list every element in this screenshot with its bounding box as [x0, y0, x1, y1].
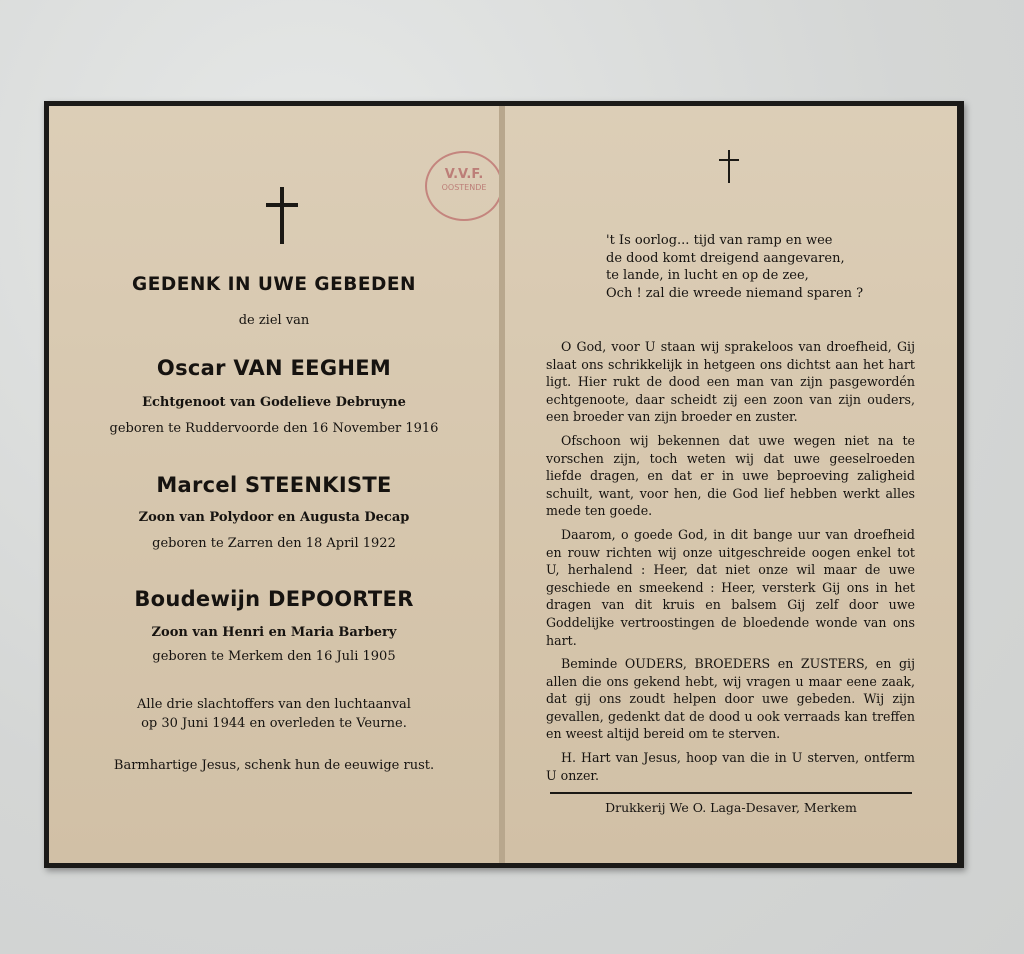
printer-credit: Drukkerij We O. Laga-Desaver, Merkem [605, 800, 857, 815]
cross-icon [719, 150, 739, 183]
person-relation: Zoon van Polydoor en Augusta Decap [138, 510, 410, 525]
victims-line: Alle drie slachtoffers van den luchtaanval [137, 697, 411, 712]
person-name: Boudewijn DEPOORTER [134, 587, 414, 611]
memorial-card [44, 101, 964, 868]
person-relation: Zoon van Henri en Maria Barbery [151, 625, 397, 640]
poem-line: de dood komt dreigend aangevaren, [606, 250, 845, 266]
prayer-text [546, 338, 915, 790]
divider [550, 792, 912, 794]
heading: GEDENK IN UWE GEBEDEN [132, 274, 416, 295]
person-relation: Echtgenoot van Godelieve Debruyne [142, 395, 406, 410]
paragraph: Ofschoon wij bekennen dat uwe wegen niet na te vorschen zijn, toch weten wij dat uwe geeselroeden liefde dragen, en dat er in uwe beproeving zaligheid schuilt, want, voor hen, die God lief hebben werkt alles mede ten goede. [546, 432, 915, 519]
poem [606, 232, 863, 302]
paragraph: Beminde OUDERS, BROEDERS en ZUSTERS, en gij allen die ons gekend hebt, wij vragen u maar eene zaak, dat gij ons zoudt helpen door uwe gebeden. Wij zijn gevallen, gedenkt dat de dood u ook verraads kan treffen en weest altijd bereid om te sterven. [546, 656, 915, 742]
victims-line: op 30 Juni 1944 en overleden te Veurne. [141, 716, 407, 731]
paragraph: H. Hart van Jesus, hoop van die in U sterven, ontferm U onzer. [546, 750, 915, 783]
person-birth: geboren te Merkem den 16 Juli 1905 [152, 649, 396, 664]
poem-line: te lande, in lucht en op de zee, [606, 268, 809, 283]
poem-line: Och ! zal die wreede niemand sparen ? [606, 285, 864, 301]
person-name: Oscar VAN EEGHEM [156, 356, 392, 380]
paragraph: O God, voor U staan wij sprakeloos van droefheid, Gij slaat ons schrikkelijk in hetgeen ons dichtst aan het hart ligt. Hier rukt de dood een man van zijn pasgewordén echtgenoote, daar scheidt zij een zoon van zijn ouders, een broeder van zijn broeder en zuster. [546, 339, 915, 425]
stamp-icon: V.V.F. OOSTENDE [425, 151, 503, 221]
closing-prayer: Barmhartige Jesus, schenk hun de eeuwige rust. [113, 758, 435, 773]
paragraph: Daarom, o goede God, in dit bange uur van droefheid en rouw richten wij onze uitgeschreide oogen enkel tot U, herhalend : Heer, dat niet onze wil maar de uwe geschiede en smeekend : Heer, versterk Gij ons in het dragen van dit kruis en balsem Gij zelf door uwe Goddelijke vertroostingen de bloedende wonde van ons hart. [546, 526, 915, 648]
person-birth: geboren te Ruddervoorde den 16 November 1916 [109, 421, 439, 436]
cross-icon [266, 187, 298, 244]
person-name: Marcel STEENKISTE [156, 473, 392, 497]
left-panel [49, 106, 499, 863]
poem-line: 't Is oorlog... tijd van ramp en wee [606, 233, 833, 248]
right-panel [505, 106, 957, 863]
person-birth: geboren te Zarren den 18 April 1922 [152, 536, 396, 551]
de-ziel-van: de ziel van [238, 313, 310, 328]
